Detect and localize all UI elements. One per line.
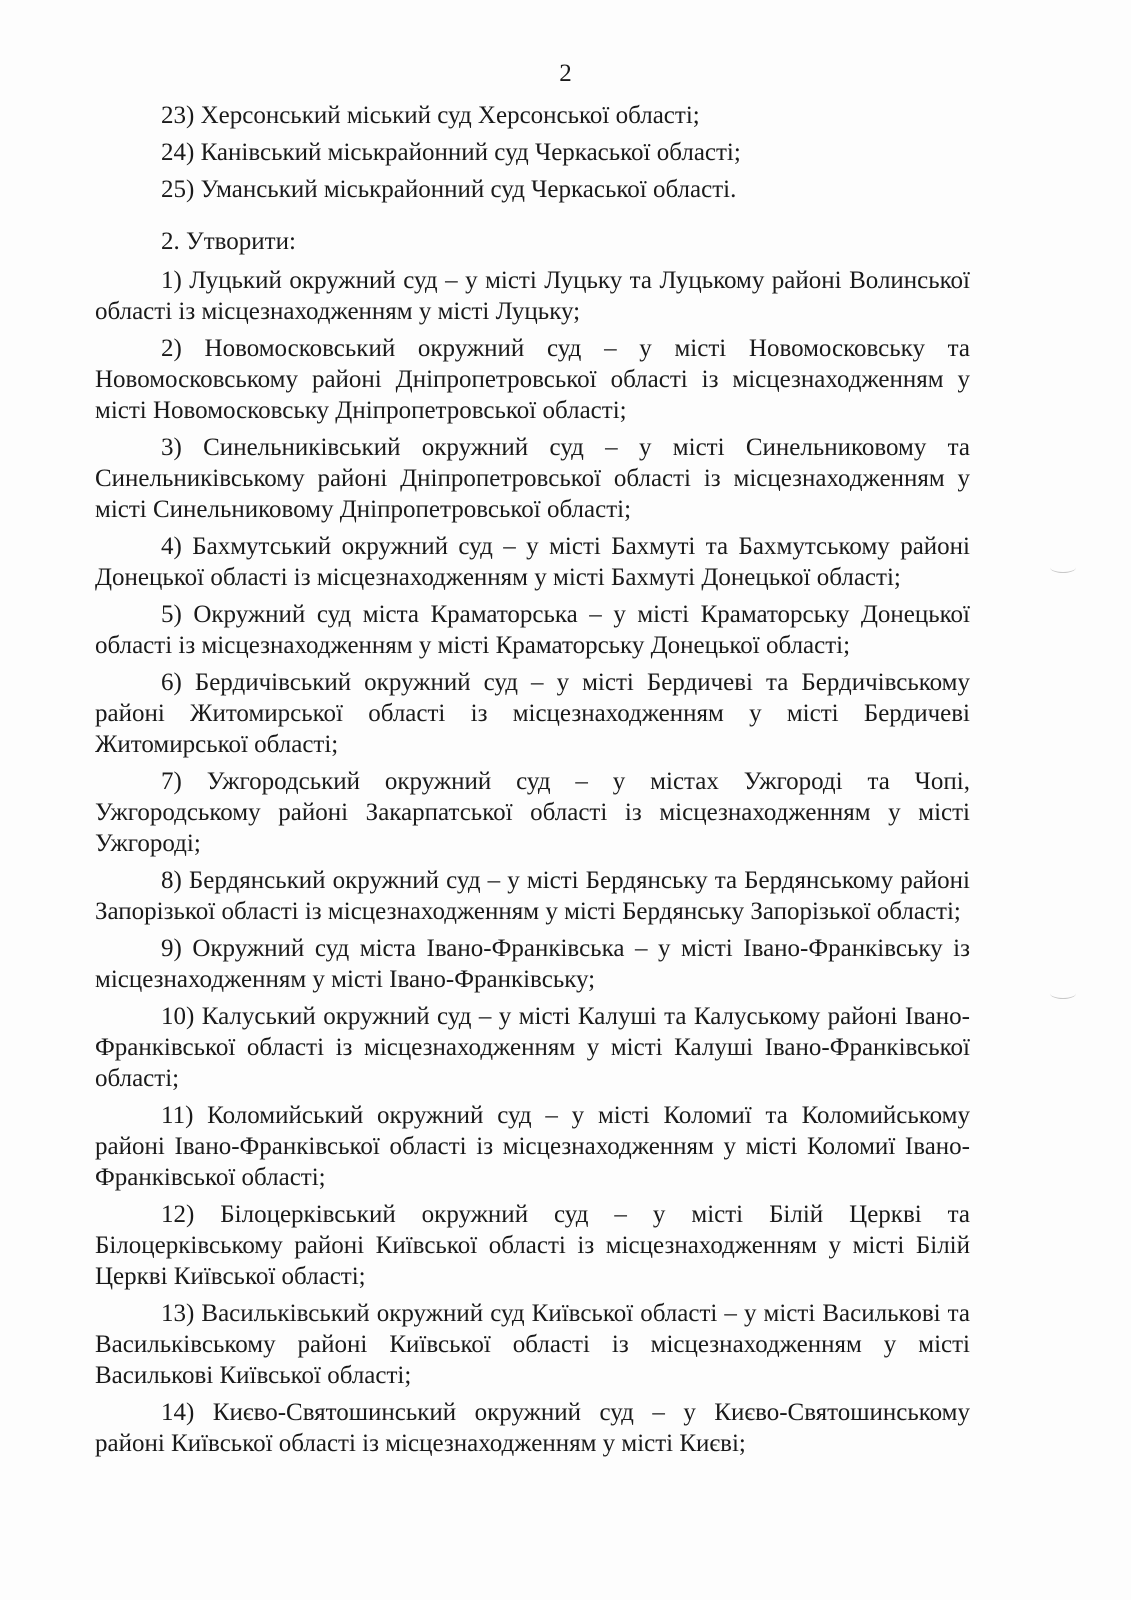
court-item: 7) Ужгородський окружний суд – у містах Ужгороді та Чопі, Ужгородському районі Закарпатської області із місцезнаходженням у місті Ужгороді;	[95, 768, 970, 857]
court-item: 4) Бахмутський окружний суд – у місті Бахмуті та Бахмутському районі Донецької області із місцезнаходженням у місті Бахмуті Донецької області;	[95, 533, 970, 591]
court-item: 3) Синельниківський окружний суд – у місті Синельниковому та Синельниківському районі Дніпропетровської області із місцезнаходженням у місті Синельниковому Дніпропетровської області;	[95, 434, 970, 523]
court-item: 5) Окружний суд міста Краматорська – у місті Краматорську Донецької області із місцезнаходженням у місті Краматорську Донецької області;	[95, 601, 970, 659]
court-item: 8) Бердянський окружний суд – у місті Бердянську та Бердянському районі Запорізької області із місцезнаходженням у місті Бердянську Запорізької області;	[95, 867, 970, 925]
court-item: 10) Калуський окружний суд – у місті Калуші та Калуському районі Івано-Франківської області із місцезнаходженням у місті Калуші Івано-Франківської області;	[95, 1003, 970, 1092]
court-item: 14) Києво-Святошинський окружний суд – у Києво-Святошинському районі Київської області із місцезнаходженням у місті Києві;	[95, 1399, 970, 1457]
section-heading: 2. Утворити:	[161, 228, 296, 255]
page-number: 2	[559, 60, 572, 87]
court-item: 11) Коломийський окружний суд – у місті Коломиї та Коломийському районі Івано-Франківської області із місцезнаходженням у місті Коломиї Івано-Франківської області;	[95, 1102, 970, 1191]
document-body	[95, 100, 970, 1465]
list-item: 25) Уманський міськрайонний суд Черкаської області.	[161, 176, 737, 203]
court-item: 9) Окружний суд міста Івано-Франківська – у місті Івано-Франківську із місцезнаходженням у місті Івано-Франківську;	[95, 935, 970, 993]
list-item: 24) Канівський міськрайонний суд Черкаської області;	[161, 139, 741, 166]
court-item: 2) Новомосковський окружний суд – у місті Новомосковську та Новомосковському районі Дніпропетровської області із місцезнаходженням у місті Новомосковську Дніпропетровської області;	[95, 335, 970, 424]
court-item: 12) Білоцерківський окружний суд – у місті Білій Церкві та Білоцерківському районі Київської області із місцезнаходженням у місті Білій Церкві Київської області;	[95, 1201, 970, 1290]
court-item: 6) Бердичівський окружний суд – у місті Бердичеві та Бердичівському районі Житомирської області із місцезнаходженням у місті Бердичеві Житомирської області;	[95, 669, 970, 758]
court-item: 13) Васильківський окружний суд Київської області – у місті Василькові та Васильківському районі Київської області із місцезнаходженням у місті Василькові Київської області;	[95, 1300, 970, 1389]
court-item: 1) Луцький окружний суд – у місті Луцьку та Луцькому районі Волинської області із місцезнаходженням у місті Луцьку;	[95, 267, 970, 325]
list-item: 23) Херсонський міський суд Херсонської області;	[161, 102, 700, 129]
scan-margin-mark	[1050, 988, 1076, 999]
scan-margin-mark	[1050, 562, 1076, 573]
